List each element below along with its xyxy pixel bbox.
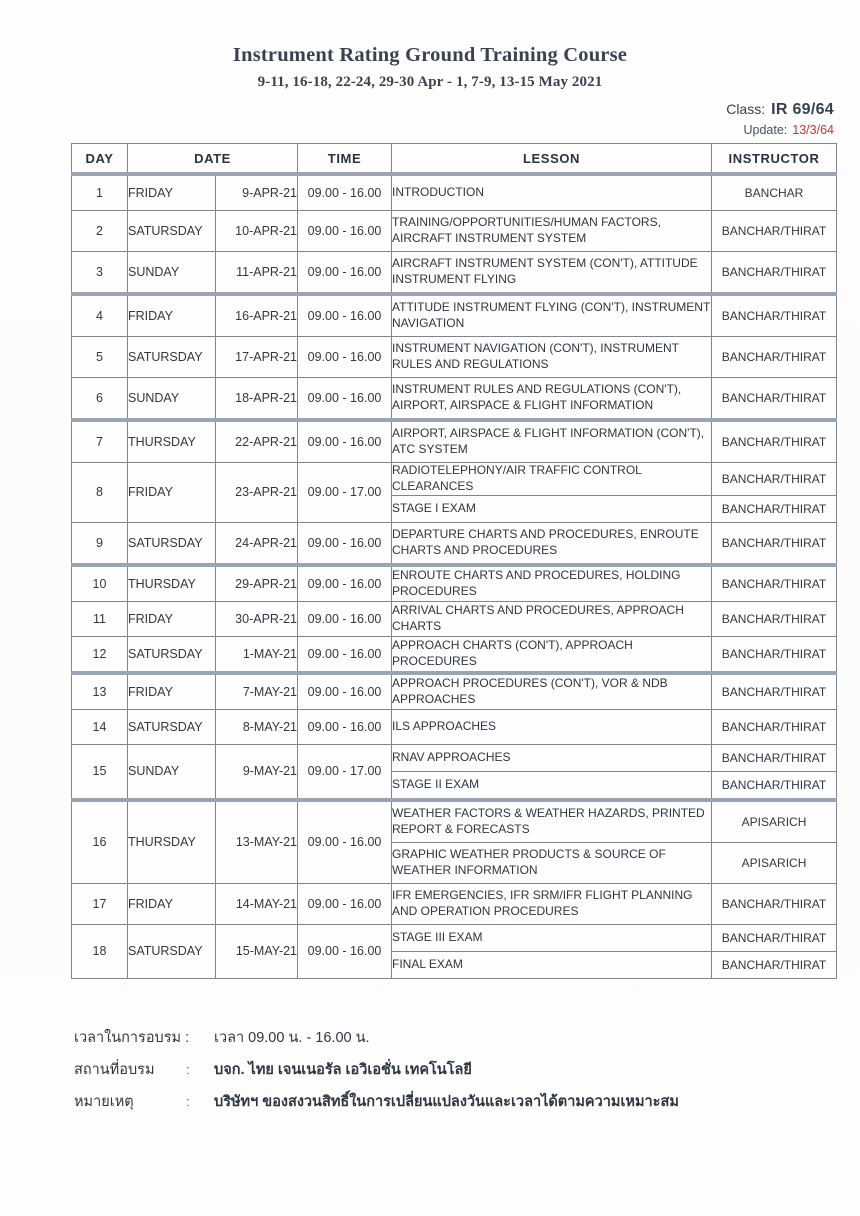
cell-instructor: BANCHAR/THIRAT: [712, 337, 837, 378]
cell-lesson: TRAINING/OPPORTUNITIES/HUMAN FACTORS, AIRCRAFT INSTRUMENT SYSTEM: [392, 211, 712, 252]
column-header-instructor: INSTRUCTOR: [712, 144, 837, 175]
cell-day: 9: [72, 522, 128, 565]
update-line: [744, 123, 835, 137]
cell-instructor: BANCHAR/THIRAT: [712, 294, 837, 337]
cell-instructor: BANCHAR/THIRAT: [712, 636, 837, 673]
note-colon: :: [186, 1094, 190, 1109]
footer-notes: [74, 1026, 774, 1122]
cell-day-of-week: FRIDAY: [128, 294, 216, 337]
cell-time: 09.00 - 16.00: [298, 924, 392, 978]
cell-time: 09.00 - 16.00: [298, 883, 392, 924]
cell-lesson: WEATHER FACTORS & WEATHER HAZARDS, PRINTED REPORT & FORECASTS: [392, 800, 712, 843]
cell-day: 4: [72, 294, 128, 337]
update-label: Update:: [743, 123, 788, 137]
table-row: [72, 883, 837, 924]
cell-date: 24-APR-21: [216, 522, 298, 565]
cell-instructor: BANCHAR/THIRAT: [712, 673, 837, 710]
cell-day: 1: [72, 174, 128, 211]
cell-instructor: BANCHAR/THIRAT: [712, 495, 837, 522]
cell-instructor: BANCHAR/THIRAT: [712, 744, 837, 771]
note-label: สถานที่อบรม: [74, 1062, 155, 1078]
cell-time: 09.00 - 16.00: [298, 378, 392, 421]
cell-time: 09.00 - 16.00: [298, 337, 392, 378]
table-row: [72, 211, 837, 252]
table-row: [72, 378, 837, 421]
cell-day: 8: [72, 463, 128, 523]
cell-day: 7: [72, 420, 128, 463]
cell-lesson: RADIOTELEPHONY/AIR TRAFFIC CONTROL CLEARANCES: [392, 463, 712, 496]
cell-day: 6: [72, 378, 128, 421]
cell-date: 10-APR-21: [216, 211, 298, 252]
column-header-lesson: LESSON: [392, 144, 712, 175]
table-row: [72, 924, 837, 951]
note-row: [74, 1058, 774, 1081]
cell-lesson: STAGE III EXAM: [392, 924, 712, 951]
cell-instructor: BANCHAR/THIRAT: [712, 463, 837, 496]
table-row: [72, 800, 837, 843]
cell-time: 09.00 - 16.00: [298, 211, 392, 252]
cell-date: 17-APR-21: [216, 337, 298, 378]
cell-day: 5: [72, 337, 128, 378]
cell-instructor: BANCHAR/THIRAT: [712, 211, 837, 252]
cell-lesson: DEPARTURE CHARTS AND PROCEDURES, ENROUTE CHARTS AND PROCEDURES: [392, 522, 712, 565]
cell-instructor: BANCHAR/THIRAT: [712, 420, 837, 463]
cell-instructor: BANCHAR/THIRAT: [712, 951, 837, 978]
cell-lesson: ARRIVAL CHARTS AND PROCEDURES, APPROACH CHARTS: [392, 601, 712, 636]
note-label: เวลาในการอบรม :: [74, 1030, 190, 1046]
cell-time: 09.00 - 16.00: [298, 601, 392, 636]
cell-time: 09.00 - 16.00: [298, 565, 392, 602]
cell-day: 3: [72, 252, 128, 295]
cell-day-of-week: SUNDAY: [128, 378, 216, 421]
class-line: [726, 101, 834, 119]
cell-lesson: ILS APPROACHES: [392, 709, 712, 744]
cell-day-of-week: FRIDAY: [128, 601, 216, 636]
cell-date: 9-APR-21: [216, 174, 298, 211]
cell-instructor: BANCHAR/THIRAT: [712, 601, 837, 636]
cell-lesson: APPROACH CHARTS (CON'T), APPROACH PROCEDURES: [392, 636, 712, 673]
cell-day: 2: [72, 211, 128, 252]
cell-lesson: INSTRUMENT NAVIGATION (CON'T), INSTRUMENT RULES AND REGULATIONS: [392, 337, 712, 378]
note-row: [74, 1026, 774, 1049]
table-row: [72, 673, 837, 710]
cell-date: 22-APR-21: [216, 420, 298, 463]
update-value: 13/3/64: [792, 123, 834, 137]
cell-day: 10: [72, 565, 128, 602]
cell-date: 11-APR-21: [216, 252, 298, 295]
cell-lesson: IFR EMERGENCIES, IFR SRM/IFR FLIGHT PLANNING AND OPERATION PROCEDURES: [392, 883, 712, 924]
header-row: [72, 144, 837, 175]
note-value: เวลา 09.00 น. - 16.00 น.: [214, 1030, 370, 1046]
cell-time: 09.00 - 16.00: [298, 294, 392, 337]
table-row: [72, 601, 837, 636]
cell-instructor: APISARICH: [712, 800, 837, 843]
cell-instructor: BANCHAR/THIRAT: [712, 252, 837, 295]
cell-day-of-week: SATURSDAY: [128, 924, 216, 978]
cell-lesson: INSTRUMENT RULES AND REGULATIONS (CON'T), AIRPORT, AIRSPACE & FLIGHT INFORMATION: [392, 378, 712, 421]
table-row: [72, 420, 837, 463]
cell-day: 15: [72, 744, 128, 800]
table-header: [72, 144, 837, 175]
cell-date: 9-MAY-21: [216, 744, 298, 800]
table-row: [72, 294, 837, 337]
cell-day-of-week: THURSDAY: [128, 800, 216, 884]
cell-day: 14: [72, 709, 128, 744]
cell-day-of-week: SATURSDAY: [128, 636, 216, 673]
cell-instructor: BANCHAR/THIRAT: [712, 883, 837, 924]
column-header-time: TIME: [298, 144, 392, 175]
cell-instructor: BANCHAR/THIRAT: [712, 522, 837, 565]
table-row: [72, 252, 837, 295]
note-value: บริษัทฯ ของสงวนสิทธิ์ในการเปลี่ยนแปลงวันและเวลาได้ตามความเหมาะสม: [214, 1094, 679, 1110]
cell-time: 09.00 - 17.00: [298, 463, 392, 523]
cell-time: 09.00 - 16.00: [298, 420, 392, 463]
cell-lesson: AIRPORT, AIRSPACE & FLIGHT INFORMATION (CON'T), ATC SYSTEM: [392, 420, 712, 463]
cell-lesson: INTRODUCTION: [392, 174, 712, 211]
cell-date: 23-APR-21: [216, 463, 298, 523]
cell-day: 11: [72, 601, 128, 636]
cell-day-of-week: FRIDAY: [128, 673, 216, 710]
cell-lesson: ATTITUDE INSTRUMENT FLYING (CON'T), INSTRUMENT NAVIGATION: [392, 294, 712, 337]
cell-day-of-week: SATURSDAY: [128, 337, 216, 378]
cell-date: 14-MAY-21: [216, 883, 298, 924]
cell-date: 1-MAY-21: [216, 636, 298, 673]
cell-instructor: BANCHAR: [712, 174, 837, 211]
cell-instructor: BANCHAR/THIRAT: [712, 565, 837, 602]
cell-day-of-week: FRIDAY: [128, 883, 216, 924]
cell-day: 13: [72, 673, 128, 710]
cell-time: 09.00 - 16.00: [298, 522, 392, 565]
cell-day-of-week: SUNDAY: [128, 744, 216, 800]
cell-day: 12: [72, 636, 128, 673]
cell-date: 16-APR-21: [216, 294, 298, 337]
cell-lesson: RNAV APPROACHES: [392, 744, 712, 771]
cell-day-of-week: SATURSDAY: [128, 211, 216, 252]
cell-date: 8-MAY-21: [216, 709, 298, 744]
note-colon: :: [186, 1062, 190, 1077]
table-row: [72, 463, 837, 496]
table-row: [72, 565, 837, 602]
cell-time: 09.00 - 16.00: [298, 252, 392, 295]
cell-lesson: GRAPHIC WEATHER PRODUCTS & SOURCE OF WEATHER INFORMATION: [392, 842, 712, 883]
table-row: [72, 636, 837, 673]
cell-day-of-week: FRIDAY: [128, 174, 216, 211]
note-label: หมายเหตุ: [74, 1094, 134, 1110]
cell-lesson: FINAL EXAM: [392, 951, 712, 978]
cell-day-of-week: FRIDAY: [128, 463, 216, 523]
column-header-date: DATE: [128, 144, 298, 175]
cell-date: 29-APR-21: [216, 565, 298, 602]
cell-time: 09.00 - 16.00: [298, 636, 392, 673]
cell-lesson: ENROUTE CHARTS AND PROCEDURES, HOLDING PROCEDURES: [392, 565, 712, 602]
column-header-day: DAY: [72, 144, 128, 175]
cell-lesson: STAGE I EXAM: [392, 495, 712, 522]
cell-time: 09.00 - 16.00: [298, 800, 392, 884]
cell-date: 30-APR-21: [216, 601, 298, 636]
cell-day-of-week: SATURSDAY: [128, 709, 216, 744]
table-body: [72, 174, 837, 978]
cell-date: 18-APR-21: [216, 378, 298, 421]
note-row: [74, 1090, 774, 1113]
class-label: Class:: [726, 101, 766, 117]
cell-day: 18: [72, 924, 128, 978]
schedule-table-container: [71, 143, 836, 979]
cell-lesson: AIRCRAFT INSTRUMENT SYSTEM (CON'T), ATTITUDE INSTRUMENT FLYING: [392, 252, 712, 295]
cell-day: 16: [72, 800, 128, 884]
cell-lesson: STAGE II EXAM: [392, 771, 712, 800]
cell-lesson: APPROACH PROCEDURES (CON'T), VOR & NDB APPROACHES: [392, 673, 712, 710]
page-subtitle: 9-11, 16-18, 22-24, 29-30 Apr - 1, 7-9, 13-15 May 2021: [257, 74, 603, 90]
table-row: [72, 709, 837, 744]
note-value: บจก. ไทย เจนเนอรัล เอวิเอชั่น เทคโนโลยี: [214, 1062, 472, 1078]
cell-instructor: BANCHAR/THIRAT: [712, 378, 837, 421]
cell-instructor: APISARICH: [712, 842, 837, 883]
table-row: [72, 174, 837, 211]
cell-date: 15-MAY-21: [216, 924, 298, 978]
cell-date: 7-MAY-21: [216, 673, 298, 710]
cell-time: 09.00 - 16.00: [298, 709, 392, 744]
cell-date: 13-MAY-21: [216, 800, 298, 884]
schedule-table: [71, 143, 837, 979]
cell-day-of-week: THURSDAY: [128, 420, 216, 463]
table-row: [72, 337, 837, 378]
cell-time: 09.00 - 16.00: [298, 174, 392, 211]
page-title: Instrument Rating Ground Training Course: [232, 44, 628, 66]
cell-time: 09.00 - 16.00: [298, 673, 392, 710]
cell-instructor: BANCHAR/THIRAT: [712, 771, 837, 800]
cell-instructor: BANCHAR/THIRAT: [712, 924, 837, 951]
cell-day-of-week: SUNDAY: [128, 252, 216, 295]
cell-day: 17: [72, 883, 128, 924]
class-value: IR 69/64: [771, 101, 834, 118]
cell-instructor: BANCHAR/THIRAT: [712, 709, 837, 744]
cell-day-of-week: SATURSDAY: [128, 522, 216, 565]
cell-day-of-week: THURSDAY: [128, 565, 216, 602]
table-row: [72, 522, 837, 565]
cell-time: 09.00 - 17.00: [298, 744, 392, 800]
table-row: [72, 744, 837, 771]
